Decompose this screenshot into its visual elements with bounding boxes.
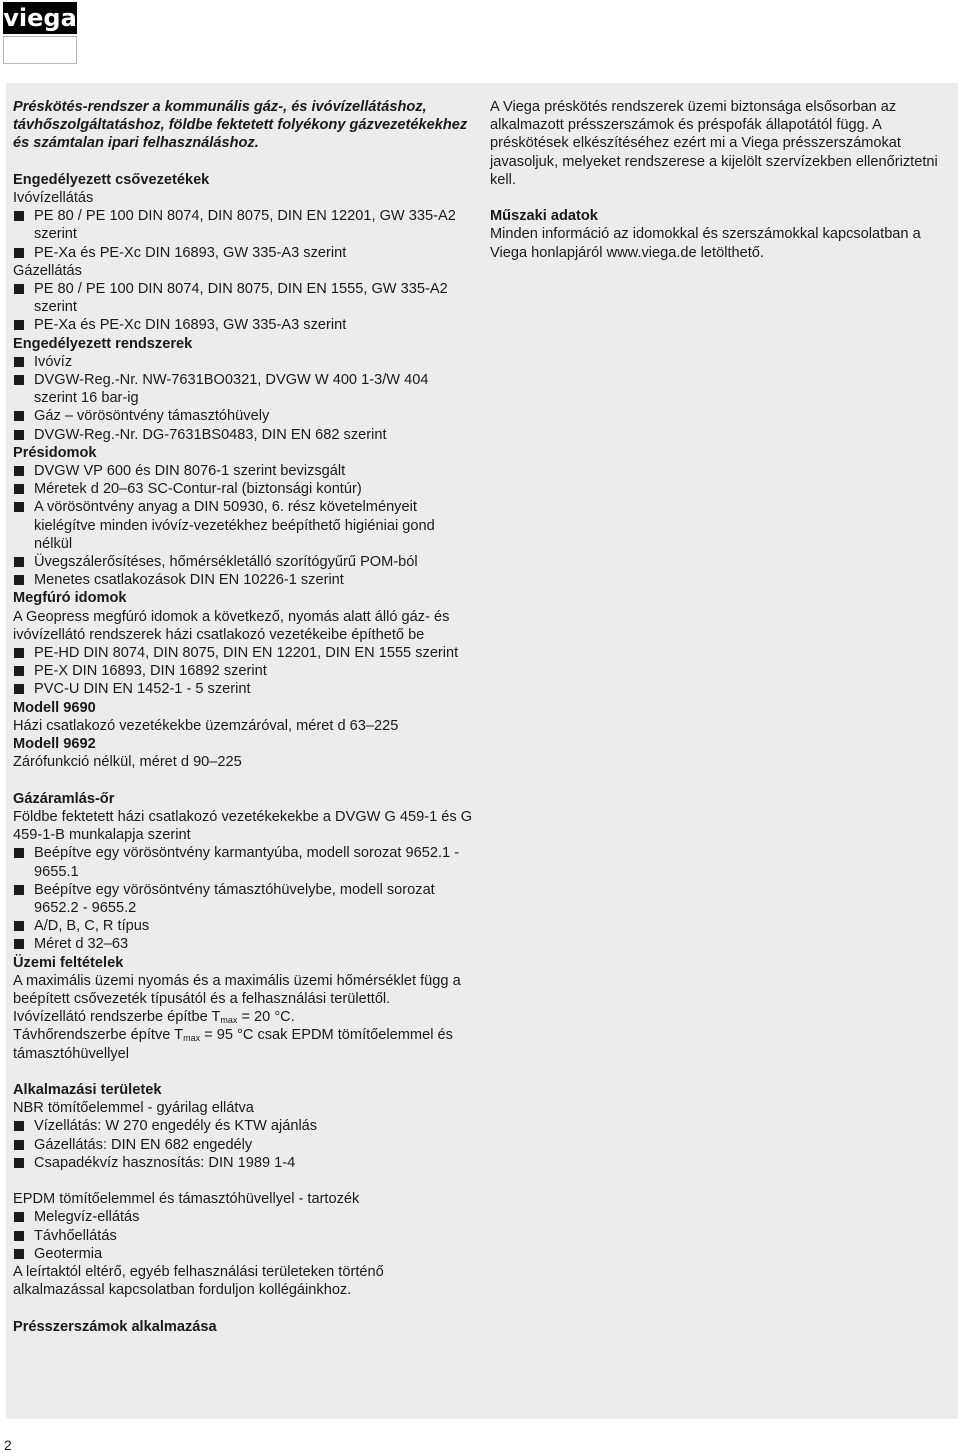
model-9690-heading: Modell 9690	[13, 699, 96, 716]
list-item: Csapadékvíz hasznosítás: DIN 1989 1-4	[13, 1154, 475, 1172]
list-item: Vízellátás: W 270 engedély és KTW ajánlás	[13, 1117, 475, 1135]
left-column	[13, 98, 475, 1336]
gas-label: Gázellátás	[13, 262, 82, 279]
tech-data-heading: Műszaki adatok	[490, 208, 598, 225]
systems-heading: Engedélyezett rendszerek	[13, 335, 193, 352]
model-9690-text: Házi csatlakozó vezetékekbe üzemzáróval, méret d 63–225	[13, 717, 399, 734]
list-item: Üvegszálerősítéses, hőmérsékletálló szorítógyűrű POM-ból	[13, 553, 475, 571]
intro-text: Préskötés-rendszer a kommunális gáz-, és ivóvízellátáshoz, távhőszolgáltatáshoz, földbe fektetett folyékony gázvezetékekhez és számtalan ipari felhasználáshoz.	[13, 99, 468, 152]
logo-underline-box	[3, 36, 77, 64]
list-item: DVGW VP 600 és DIN 8076-1 szerint bevizsgált	[13, 462, 475, 480]
list-item: PE-X DIN 16893, DIN 16892 szerint	[13, 662, 475, 680]
operating-text: A maximális üzemi nyomás és a maximális üzemi hőmérséklet függ a beépített csővezeték típusától és a felhasználási területtől.	[13, 972, 461, 1007]
tech-data-text: Minden információ az idomokkal és szerszámokkal kapcsolatban a Viega honlapjáról www.viega.de letölthető.	[490, 226, 921, 261]
list-item: PE-Xa és PE-Xc DIN 16893, GW 335-A3 szerint	[13, 244, 475, 262]
list-item: Beépítve egy vörösöntvény támasztóhüvelybe, modell sorozat 9652.2 - 9655.2	[13, 881, 475, 917]
tapping-heading: Megfúró idomok	[13, 590, 127, 607]
list-item: PE-HD DIN 8074, DIN 8075, DIN EN 12201, DIN EN 1555 szerint	[13, 644, 475, 662]
page-number: 2	[4, 1437, 12, 1453]
list-item: Beépítve egy vörösöntvény karmantyúba, modell sorozat 9652.1 - 9655.1	[13, 844, 475, 880]
list-item: PVC-U DIN EN 1452-1 - 5 szerint	[13, 680, 475, 698]
list-item: Gázellátás: DIN EN 682 engedély	[13, 1136, 475, 1154]
gas-guard-text: Földbe fektetett házi csatlakozó vezetékekekbe a DVGW G 459-1 és G 459-1-B munkalapja szerint	[13, 808, 473, 844]
list-item: PE 80 / PE 100 DIN 8074, DIN 8075, DIN EN 1555, GW 335-A2 szerint	[13, 280, 475, 316]
list-item: PE-Xa és PE-Xc DIN 16893, GW 335-A3 szerint	[13, 316, 475, 334]
other-uses-text: A leírtaktól eltérő, egyéb felhasználási területeken történő alkalmazással kapcsolatban forduljon kollégáinkhoz.	[13, 1263, 384, 1299]
operating-line-water: Ivóvízellátó rendszerbe építbe $T_{max} = 20$ °C.	[13, 1009, 295, 1026]
list-item: Menetes csatlakozások DIN EN 10226-1 szerint	[13, 571, 475, 589]
list-item: Geotermia	[13, 1245, 475, 1263]
viega-logo: viega	[3, 4, 77, 32]
pipes-heading: Engedélyezett csővezetékek	[13, 171, 210, 188]
nbr-text: NBR tömítőelemmel - gyárilag ellátva	[13, 1100, 254, 1117]
applications-heading: Alkalmazási területek	[13, 1081, 162, 1098]
gas-guard-heading: Gázáramlás-őr	[13, 790, 115, 807]
fittings-heading: Présidomok	[13, 444, 97, 461]
list-item: Melegvíz-ellátás	[13, 1208, 475, 1226]
model-9692-text: Zárófunkció nélkül, méret d 90–225	[13, 754, 242, 771]
list-item: Méretek d 20–63 SC-Contur-ral (biztonsági kontúr)	[13, 480, 475, 498]
press-tools-heading: Présszerszámok alkalmazása	[13, 1318, 217, 1335]
list-item: Gáz – vörösöntvény támasztóhüvely	[13, 407, 475, 425]
right-column	[490, 98, 945, 262]
operating-line-heating: Távhőrendszerbe építve $T_{max} = 95$ °C csak EPDM tömítőelemmel és támasztóhüvellyel	[13, 1027, 453, 1062]
list-item: Távhőellátás	[13, 1227, 475, 1245]
safety-text: A Viega préskötés rendszerek üzemi biztonsága elsősorban az alkalmazott présszerszámok és préspofák állapotától függ. A préskötések elkészítéséhez ezért mi a Viega présszerszámokat javasoljuk, melyeket rendszerese a kijelölt szervízekben ellenőriztetni kell.	[490, 99, 938, 188]
list-item: A/D, B, C, R típus	[13, 917, 475, 935]
list-item: DVGW-Reg.-Nr. DG-7631BS0483, DIN EN 682 szerint	[13, 426, 475, 444]
list-item: PE 80 / PE 100 DIN 8074, DIN 8075, DIN EN 12201, GW 335-A2 szerint	[13, 207, 475, 243]
operating-heading: Üzemi feltételek	[13, 954, 124, 971]
model-9692-heading: Modell 9692	[13, 736, 96, 753]
list-item: Méret d 32–63	[13, 935, 475, 953]
tapping-text: A Geopress megfúró idomok a következő, nyomás alatt álló gáz- és ivóvízellátó rendszerek házi csatlakozó vezetékeibe építhető be	[13, 608, 450, 643]
epdm-text: EPDM tömítőelemmel és támasztóhüvellyel - tartozék	[13, 1191, 360, 1208]
water-label: Ivóvízellátás	[13, 190, 94, 206]
list-item: A vörösöntvény anyag a DIN 50930, 6. rész követelményeit kielégítve minden ivóvíz-vezetékhez beépíthető higiéniai gond nélkül	[13, 498, 475, 553]
list-item: DVGW-Reg.-Nr. NW-7631BO0321, DVGW W 400 1-3/W 404 szerint 16 bar-ig	[13, 371, 475, 407]
list-item: Ivóvíz	[13, 353, 475, 371]
